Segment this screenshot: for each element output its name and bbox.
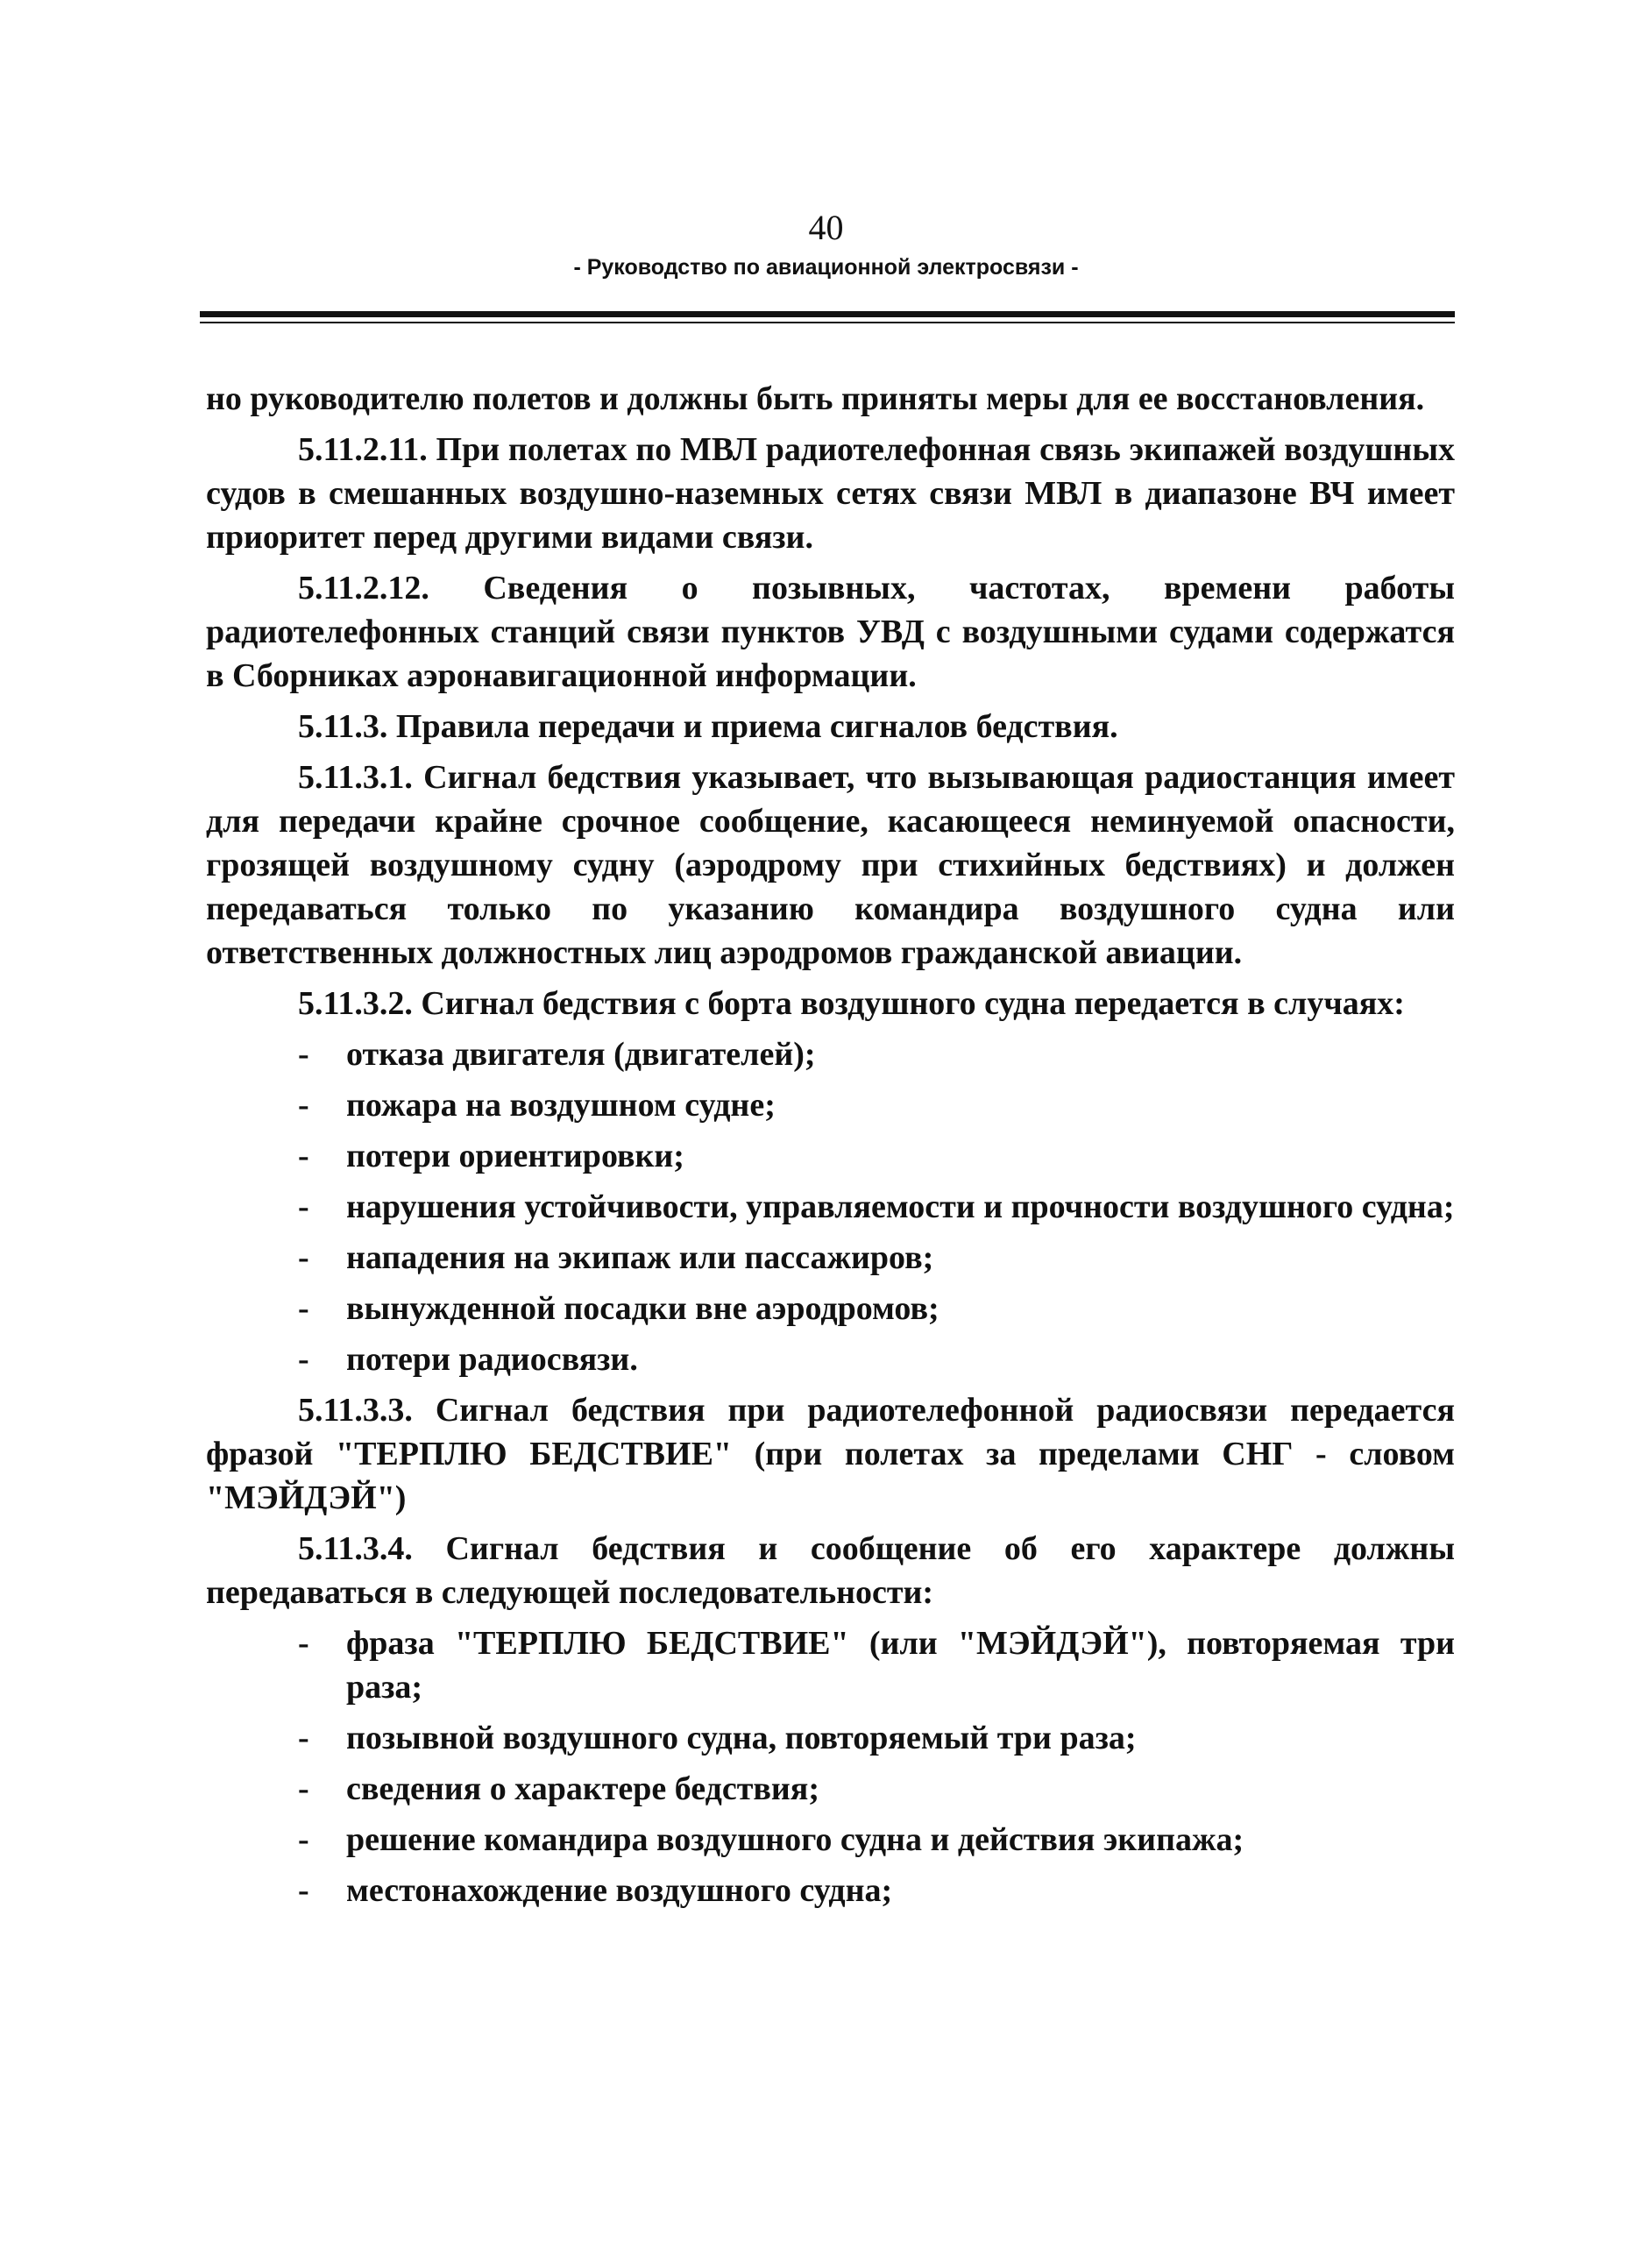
list-item-text: нападения на экипаж или пассажиров; [346,1239,934,1276]
list-item [206,1337,1455,1381]
header-rule-thick [200,311,1455,317]
paragraph: 5.11.3.4. Сигнал бедствия и сообщение об его характере должны передаваться в следующей последовательности: [206,1530,1455,1611]
list-item-text: пожара на воздушном судне; [346,1087,776,1124]
list-item [206,1287,1455,1330]
list-item-text: нарушения устойчивости, управляемости и прочности воздушного судна; [346,1188,1455,1225]
list-item-text: позывной воздушного судна, повторяемый три раза; [346,1720,1137,1756]
list-dash: - [298,1770,309,1807]
list-item-text: отказа двигателя (двигателей); [346,1036,816,1073]
distress-sequence-list [206,1621,1455,1912]
list-dash: - [298,1872,309,1909]
list-item [206,1767,1455,1811]
paragraph: 5.11.3.3. Сигнал бедствия при радиотелефонной радиосвязи передается фразой "ТЕРПЛЮ БЕДСТВИЕ" (при полетах за пределами СНГ - словом "МЭЙДЭЙ") [206,1392,1455,1516]
header-rule-thin [200,322,1455,323]
list-item [206,1621,1455,1709]
list-dash: - [298,1625,309,1662]
section-heading: 5.11.3. Правила передачи и приема сигналов бедствия. [298,708,1118,745]
running-title: - Руководство по авиационной электросвязи - [573,255,1079,280]
list-dash: - [298,1341,309,1378]
paragraph: 5.11.3.2. Сигнал бедствия с борта воздушного судна передается в случаях: [298,985,1405,1022]
list-item-text: местонахождение воздушного судна; [346,1872,893,1909]
list-item [206,1083,1455,1127]
list-dash: - [298,1036,309,1073]
list-item [206,1818,1455,1862]
list-dash: - [298,1290,309,1327]
list-dash: - [298,1087,309,1124]
list-item [206,1032,1455,1076]
list-item [206,1134,1455,1178]
list-item-text: решение командира воздушного судна и действия экипажа; [346,1821,1244,1858]
page-number: 40 [808,208,844,247]
list-item-text: потери радиосвязи. [346,1341,638,1378]
list-item [206,1236,1455,1280]
list-dash: - [298,1188,309,1225]
list-item [206,1185,1455,1229]
list-item [206,1716,1455,1760]
list-item-text: фраза "ТЕРПЛЮ БЕДСТВИЕ" (или "МЭЙДЭЙ"), повторяемая три раза; [346,1625,1455,1706]
distress-cases-list [206,1032,1455,1381]
list-dash: - [298,1720,309,1756]
list-dash: - [298,1138,309,1174]
list-item [206,1869,1455,1912]
paragraph: но руководителю полетов и должны быть приняты меры для ее восстановления. [206,380,1425,417]
list-dash: - [298,1821,309,1858]
paragraph: 5.11.2.11. При полетах по МВЛ радиотелефонная связь экипажей воздушных судов в смешанных воздушно-наземных сетях связи МВЛ в диапазоне ВЧ имеет приоритет перед другими видами связи. [206,431,1455,556]
list-item-text: потери ориентировки; [346,1138,684,1174]
list-item-text: сведения о характере бедствия; [346,1770,819,1807]
document-body [206,377,1455,1919]
paragraph: 5.11.3.1. Сигнал бедствия указывает, что вызывающая радиостанция имеет для передачи крайне срочное сообщение, касающееся неминуемой опасности, грозящей воздушному судну (аэродрому при стихийных бедствиях) и должен передаваться только по указанию командира воздушного судна или ответственных должностных лиц аэродромов гражданской авиации. [206,759,1455,971]
list-item-text: вынужденной посадки вне аэродромов; [346,1290,939,1327]
paragraph: 5.11.2.12. Сведения о позывных, частотах, времени работы радиотелефонных станций связи пунктов УВД с воздушными судами содержатся в Сборниках аэронавигационной информации. [206,570,1455,694]
list-dash: - [298,1239,309,1276]
